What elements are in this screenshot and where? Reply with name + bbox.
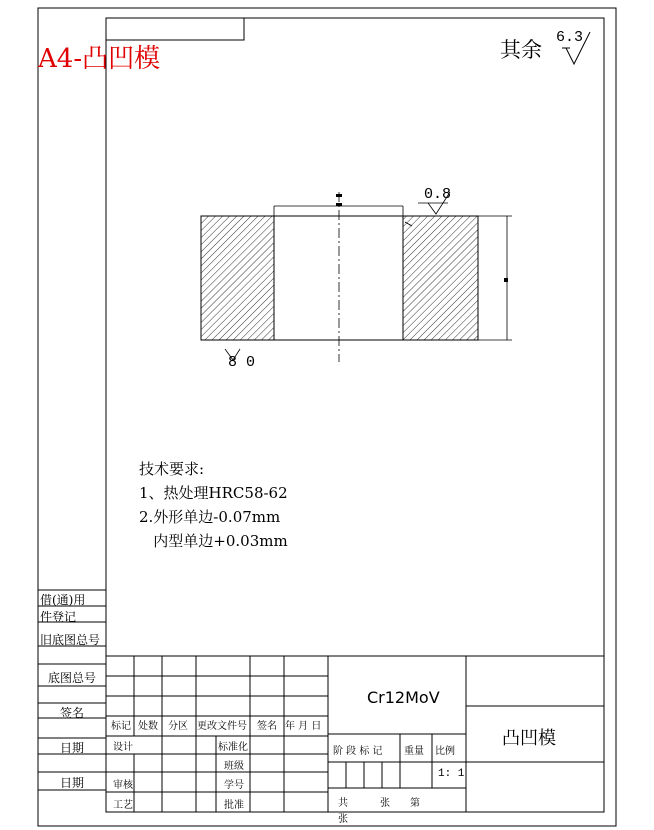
side-label-old-drawing: 旧底图总号	[40, 633, 101, 647]
side-label-borrow: 借(通)用	[40, 593, 86, 607]
role-standard: 标准化	[218, 742, 248, 753]
rev-header-date: 年 月 日	[285, 721, 322, 732]
bottom-roughness-value: 8 0	[228, 354, 256, 371]
tech-req-item-3: 内型单边+0.03mm	[139, 532, 288, 550]
side-label-signature: 签名	[60, 706, 85, 720]
rev-header-mark: 标记	[111, 721, 131, 732]
side-label-date-1: 日期	[60, 741, 85, 755]
sheet-index-unit: 张	[338, 814, 348, 825]
role-design: 设计	[113, 742, 133, 753]
code-box	[106, 18, 244, 40]
tech-req-item-1: 1、热处理HRC58-62	[139, 484, 288, 502]
side-label-register: 件登记	[40, 610, 77, 624]
sheet-total-unit: 张	[380, 798, 390, 809]
part-name: 凸凹模	[502, 728, 556, 749]
role-class: 班级	[224, 761, 244, 772]
role-process: 工艺	[113, 800, 133, 811]
role-review: 审核	[113, 780, 133, 791]
sheet-index-label: 第	[410, 798, 420, 809]
roughness-value: 6.3	[556, 29, 584, 46]
stage-header-scale: 比例	[435, 746, 455, 757]
tech-req-item-2: 2.外形单边-0.07mm	[139, 508, 281, 526]
rev-header-sign: 签名	[257, 721, 277, 732]
side-label-date-2: 日期	[60, 776, 85, 790]
right-section-hatch	[403, 216, 478, 340]
outer-frame	[38, 8, 616, 826]
rev-header-zone: 分区	[168, 721, 188, 732]
material-label: Cr12MoV	[367, 688, 440, 707]
stage-header-weight: 重量	[404, 746, 424, 757]
scale-value: 1: 1	[438, 768, 465, 780]
role-approve: 批准	[224, 800, 244, 811]
roughness-label: 其余	[500, 38, 542, 62]
rev-header-count: 处数	[138, 721, 158, 732]
tech-req-heading: 技术要求:	[139, 460, 205, 478]
role-student-id: 学号	[224, 780, 244, 791]
side-label-drawing-no: 底图总号	[48, 671, 97, 685]
sheet-total-label: 共	[338, 798, 348, 809]
top-roughness-value: 0.8	[424, 186, 452, 203]
left-section-hatch	[201, 216, 274, 340]
stage-header-mark: 阶 段 标 记	[333, 746, 383, 757]
drawing-stamp-title: A4-凸凹模	[38, 44, 161, 74]
part-drawing	[201, 192, 512, 362]
rev-header-change-doc: 更改文件号	[197, 721, 247, 732]
inner-frame	[106, 18, 604, 812]
